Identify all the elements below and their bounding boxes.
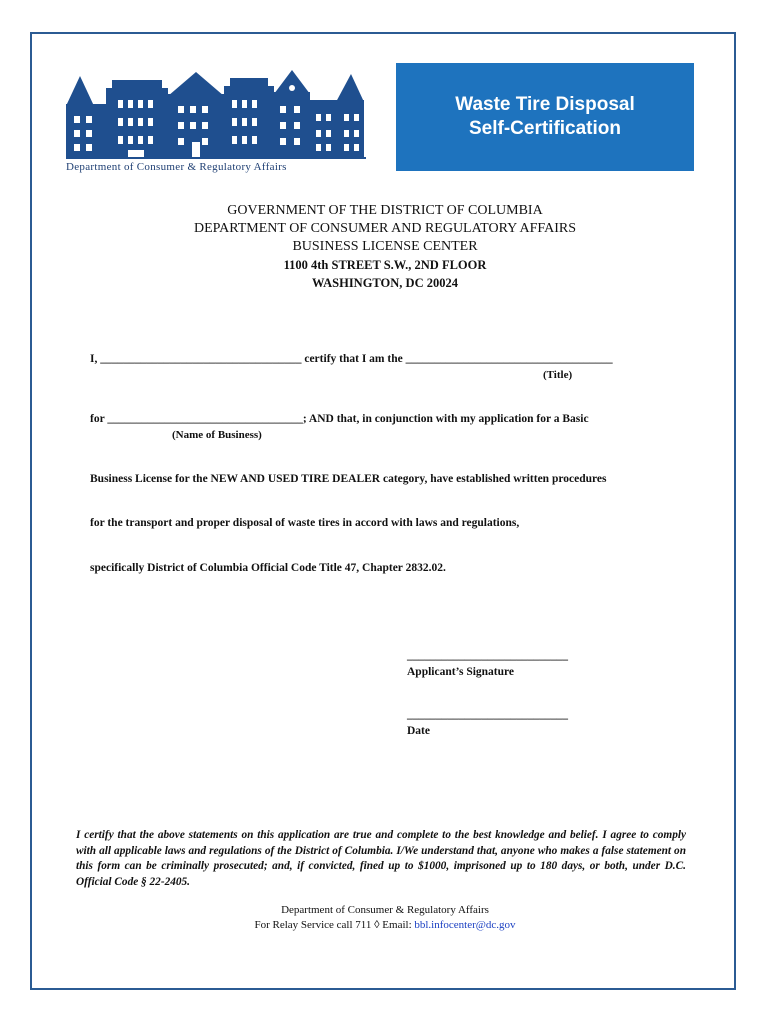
applicant-name-line[interactable]: I, ___________________________________ certify that I am the ____________________________________ [90, 353, 613, 365]
certification-statement: I certify that the above statements on this application are true and complete to the best knowledge and belief. I agree to comply with all applicable laws and regulations of the District of Columbia. I/We understand that, anyone who makes a false statement on this form can be criminally prosecuted; and, if convicted, fined up to $1000, imprisoned up to 180 days, or both, under D.C. Official Code § 22-2405. [76, 829, 686, 888]
agency-line2: DEPARTMENT OF CONSUMER AND REGULATORY AFFAIRS [193, 221, 577, 236]
statement-line3: Business License for the NEW AND USED TIRE DEALER category, have established written procedures [90, 473, 607, 485]
dcra-logo [66, 66, 366, 176]
statement-line5: specifically District of Columbia Official Code Title 47, Chapter 2832.02. [90, 562, 446, 574]
form-title-line2: Self-Certification [468, 118, 622, 139]
agency-line5: WASHINGTON, DC 20024 [312, 276, 458, 290]
title-label: (Title) [543, 369, 573, 381]
footer-contact [0, 918, 770, 933]
agency-line3: BUSINESS LICENSE CENTER [292, 239, 478, 254]
form-title-line1: Waste Tire Disposal [455, 94, 635, 115]
agency-address-block [0, 202, 770, 292]
form-title-box [396, 63, 694, 171]
signature-label: Applicant’s Signature [407, 666, 515, 678]
footer [0, 903, 770, 933]
footer-relay-text: For Relay Service call 711 ◊ Email: [254, 919, 415, 931]
logo-caption: Department of Consumer & Regulatory Affairs [66, 161, 287, 173]
date-label: Date [407, 725, 430, 737]
footer-email-link[interactable]: bbl.infocenter@dc.gov [414, 919, 516, 931]
business-name-line[interactable]: for __________________________________; AND that, in conjunction with my application for a Basic [90, 413, 589, 425]
building-logo-icon [66, 66, 366, 161]
statement-line4: for the transport and proper disposal of waste tires in accord with laws and regulations, [90, 517, 520, 529]
agency-line1: GOVERNMENT OF THE DISTRICT OF COLUMBIA [227, 203, 543, 218]
footer-department: Department of Consumer & Regulatory Affairs [281, 904, 489, 916]
agency-line4: 1100 4th STREET S.W., 2ND FLOOR [283, 258, 487, 272]
business-name-label: (Name of Business) [172, 429, 262, 441]
signature-line[interactable]: ____________________________ [407, 650, 568, 662]
date-line[interactable]: ____________________________ [407, 709, 568, 721]
